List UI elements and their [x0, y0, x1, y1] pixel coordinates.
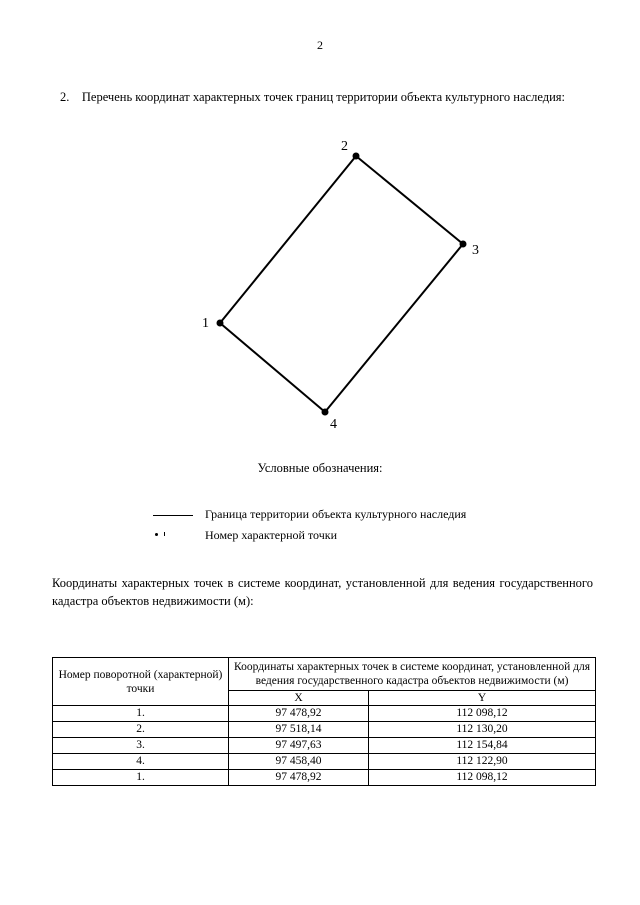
table-row — [53, 706, 596, 722]
cell-point: 2. — [53, 722, 229, 738]
point-number-symbol — [153, 530, 193, 542]
legend-boundary-label: Граница территории объекта культурного наследия — [205, 507, 467, 521]
cell-x: 97 478,92 — [229, 706, 369, 722]
coordinates-table — [52, 657, 596, 786]
boundary-point-2 — [353, 153, 360, 160]
cell-y: 112 154,84 — [369, 738, 596, 754]
boundary-line-symbol — [153, 509, 193, 521]
legend-point-label: Номер характерной точки — [205, 528, 337, 542]
point-label-1: 1 — [202, 316, 209, 331]
point-label-3: 3 — [472, 243, 479, 258]
page-number: 2 — [317, 38, 323, 52]
legend-title: Условные обозначения: — [257, 461, 383, 475]
cell-y: 112 130,20 — [369, 722, 596, 738]
header-point-number: Номер поворотной (характерной) точки — [53, 658, 229, 706]
cell-point: 1. — [53, 770, 229, 786]
cell-y: 112 098,12 — [369, 770, 596, 786]
boundary-point-4 — [322, 409, 329, 416]
coordinates-intro: Координаты характерных точек в системе координат, установленной для ведения государственного кадастра объектов недвижимости (м): — [52, 576, 593, 608]
table-row — [53, 754, 596, 770]
cell-point: 3. — [53, 738, 229, 754]
cell-x: 97 458,40 — [229, 754, 369, 770]
cell-point: 4. — [53, 754, 229, 770]
cell-y: 112 122,90 — [369, 754, 596, 770]
header-coordinates: Координаты характерных точек в системе координат, установленной для ведения государственного кадастра объектов недвижимости (м) — [229, 658, 596, 691]
cell-x: 97 478,92 — [229, 770, 369, 786]
table-row — [53, 738, 596, 754]
header-x: X — [229, 691, 369, 706]
legend-boundary-row — [153, 507, 466, 522]
boundary-point-1 — [217, 320, 224, 327]
cell-y: 112 098,12 — [369, 706, 596, 722]
boundary-scheme — [0, 0, 640, 440]
cell-point: 1. — [53, 706, 229, 722]
table-row — [53, 722, 596, 738]
boundary-polygon — [220, 156, 463, 412]
section-heading: 2. Перечень координат характерных точек границ территории объекта культурного наследия: — [60, 90, 565, 104]
cell-x: 97 518,14 — [229, 722, 369, 738]
header-y: Y — [369, 691, 596, 706]
boundary-point-3 — [460, 241, 467, 248]
legend-point-row — [153, 528, 337, 543]
cell-x: 97 497,63 — [229, 738, 369, 754]
table-row — [53, 770, 596, 786]
point-label-2: 2 — [341, 139, 348, 154]
point-label-4: 4 — [330, 417, 337, 432]
